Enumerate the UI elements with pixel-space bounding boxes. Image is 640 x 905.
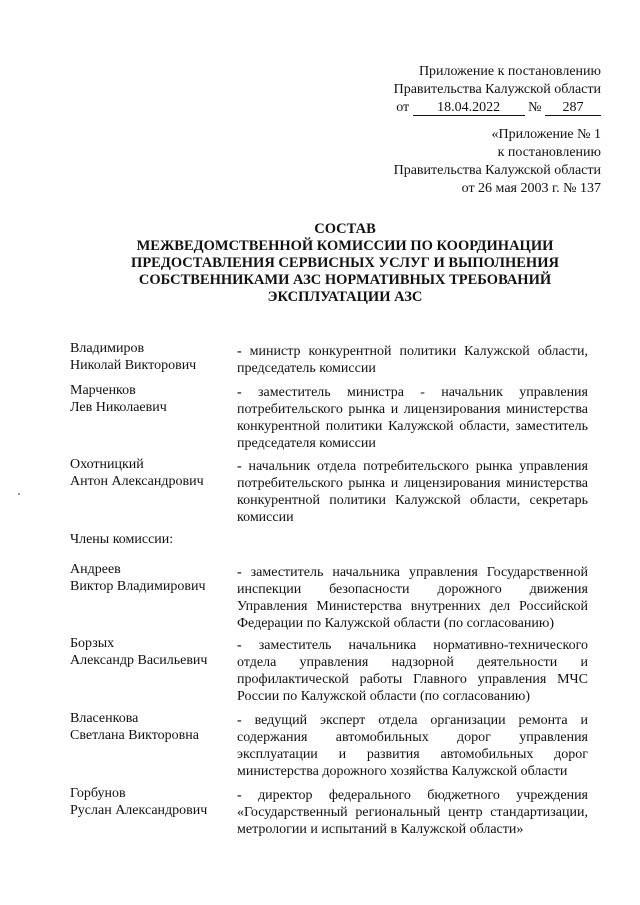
header-line-2: Правительства Калужской области xyxy=(393,82,601,97)
role-text: министр конкурентной политики Калужской области, председатель комиссии xyxy=(237,344,588,376)
title-line-4: СОБСТВЕННИКАМИ АЗС НОРМАТИВНЫХ ТРЕБОВАНИЙ xyxy=(138,272,552,288)
members-heading: Члены комиссии: xyxy=(70,532,174,547)
header-number-label: № xyxy=(528,100,542,115)
person-name xyxy=(70,561,230,595)
person-given-names: Светлана Викторовна xyxy=(70,728,199,743)
person-role xyxy=(237,564,588,632)
person-given-names: Антон Александрович xyxy=(70,474,204,489)
annex-line-1: «Приложение № 1 xyxy=(491,127,601,142)
person-surname: Горбунов xyxy=(70,786,126,801)
role-dash: - xyxy=(237,638,242,653)
person-name xyxy=(70,382,230,416)
role-dash: - xyxy=(237,459,242,474)
header-line-1: Приложение к постановлению xyxy=(418,64,601,79)
role-dash: - xyxy=(237,788,242,803)
person-given-names: Николай Викторович xyxy=(70,358,197,373)
header-number: 287 xyxy=(545,100,601,116)
role-text: заместитель начальника нормативно-технического отдела управления надзорной деятельности и профилактической работы Главного управления МЧС России по Калужской области (по согласованию) xyxy=(237,638,588,704)
title-line-2: МЕЖВЕДОМСТВЕННОЙ КОМИССИИ ПО КООРДИНАЦИИ xyxy=(136,238,554,254)
person-role xyxy=(237,384,588,452)
person-surname: Андреев xyxy=(70,562,121,577)
person-given-names: Лев Николаевич xyxy=(70,400,167,415)
role-text: ведущий эксперт отдела организации ремонта и содержания автомобильных дорог управления эксплуатации и развития автомобильных дорог министерства дорожного хозяйства Калужской области xyxy=(237,713,589,779)
header-date-line xyxy=(394,99,601,117)
role-dash: - xyxy=(237,713,242,728)
person-surname: Марченков xyxy=(70,383,136,398)
document-title xyxy=(100,221,590,306)
person-name xyxy=(70,710,230,744)
person-surname: Владимиров xyxy=(70,341,145,356)
resolution-header xyxy=(394,63,601,117)
role-text: заместитель министра - начальник управления потребительского рынка и лицензирования министерства конкурентной политики Калужской области, заместитель председателя комиссии xyxy=(237,385,588,451)
person-surname: Борзых xyxy=(70,636,115,651)
role-text: заместитель начальника управления Государственной инспекции безопасности дорожного движения Управления Министерства внутренних дел Российской Федерации по Калужской области (по согласованию) xyxy=(237,565,588,631)
role-text: начальник отдела потребительского рынка управления потребительского рынка и лицензирования министерства конкурентной политики Калужской области, секретарь комиссии xyxy=(237,459,588,525)
person-name xyxy=(70,456,230,490)
role-dash: - xyxy=(237,344,242,359)
header-date: 18.04.2022 xyxy=(413,100,525,116)
person-name xyxy=(70,785,230,819)
person-name xyxy=(70,635,230,669)
person-name xyxy=(70,340,230,374)
person-surname: Власенкова xyxy=(70,711,139,726)
person-role xyxy=(237,787,588,838)
person-role xyxy=(237,343,588,377)
title-line-5: ЭКСПЛУАТАЦИИ АЗС xyxy=(267,289,423,305)
person-role xyxy=(237,712,588,780)
title-line-1: СОСТАВ xyxy=(314,221,376,237)
person-role xyxy=(237,458,588,526)
person-role xyxy=(237,637,588,705)
title-line-3: ПРЕДОСТАВЛЕНИЯ СЕРВИСНЫХ УСЛУГ И ВЫПОЛНЕНИЯ xyxy=(131,255,559,271)
scan-speck xyxy=(18,493,20,495)
person-surname: Охотницкий xyxy=(70,457,144,472)
role-dash: - xyxy=(237,565,242,580)
annex-line-2: к постановлению xyxy=(497,145,601,160)
role-dash: - xyxy=(237,385,242,400)
header-from-label: от xyxy=(396,100,410,115)
annex-header xyxy=(394,126,601,198)
person-given-names: Александр Васильевич xyxy=(70,653,208,668)
annex-line-3: Правительства Калужской области xyxy=(393,163,601,178)
person-given-names: Виктор Владимирович xyxy=(70,579,206,594)
role-text: директор федерального бюджетного учреждения «Государственный региональный центр стандартизации, метрологии и испытаний в Калужской области» xyxy=(237,788,588,837)
person-given-names: Руслан Александрович xyxy=(70,803,208,818)
annex-line-4: от 26 мая 2003 г. № 137 xyxy=(461,181,601,196)
